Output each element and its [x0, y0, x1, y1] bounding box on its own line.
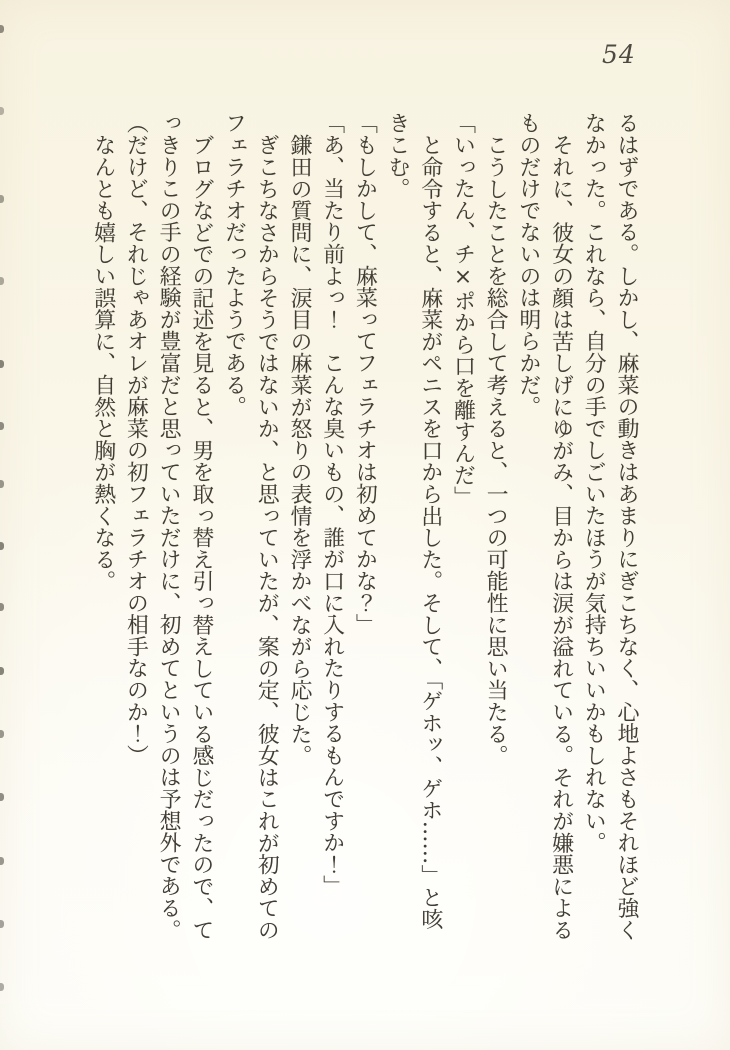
thought-line: （だけど、それじゃあオレが麻菜の初フェラチオの相手なのか！） [123, 112, 149, 766]
binding-mark [0, 360, 4, 368]
binding-mark [0, 667, 4, 675]
binding-mark [0, 857, 4, 865]
narration-line: と命令すると、麻菜がペニスを口から出した。そして、「ゲホッ、ゲホ……」と咳きこむ。 [385, 112, 443, 930]
narration-line: なんとも嬉しい誤算に、自然と胸が熱くなる。 [90, 133, 116, 592]
binding-mark [0, 603, 4, 611]
binding-mark [0, 920, 4, 928]
binding-mark [0, 277, 4, 285]
binding-marks [0, 0, 10, 1050]
binding-mark [0, 107, 4, 115]
binding-mark [0, 983, 4, 991]
narration-line: ブログなどでの記述を見ると、男を取っ替え引っ替えしている感じだったので、てっきりこの手の経験が豊富だと思っていただけに、初めてというのは予想外である。 [156, 112, 214, 941]
narration-line: それに、彼女の顔は苦しげにゆがみ、目からは涙が溢れている。それが嫌悪によるものだけでないのは明らかだ。 [515, 112, 574, 941]
dialogue-line: 「もしかして、麻菜ってフェラチオは初めてかな？」 [352, 112, 378, 636]
binding-mark [0, 25, 4, 33]
narration-line: るはずである。しかし、麻菜の動きはあまりにぎこちなく、心地よさもそれほど強くなかった。これなら、自分の手でしごいたほうが気持ちいいかもしれない。 [581, 112, 639, 941]
binding-mark [0, 793, 4, 801]
dialogue-line: 「あ、当たり前よっ！ こんな臭いもの、誰が口に入れたりするもんですか！」 [319, 112, 345, 897]
binding-mark [0, 542, 4, 550]
body-text [86, 112, 642, 944]
narration-line: こうしたことを総合して考えると、一つの可能性に思い当たる。 [483, 133, 509, 766]
page-number: 54 [602, 40, 636, 69]
binding-mark [0, 195, 4, 203]
binding-mark [0, 480, 4, 488]
narration-line: ぎこちなさからそうではないか、と思っていたが、案の定、彼女はこれが初めてのフェラチオだったようである。 [221, 112, 280, 941]
binding-mark [0, 730, 4, 738]
binding-mark [0, 422, 4, 430]
dialogue-line: 「いったん、チ×ポから口を離すんだ」 [450, 112, 476, 508]
narration-line: 鎌田の質問に、涙目の麻菜が怒りの表情を浮かべながら応じた。 [286, 133, 312, 766]
